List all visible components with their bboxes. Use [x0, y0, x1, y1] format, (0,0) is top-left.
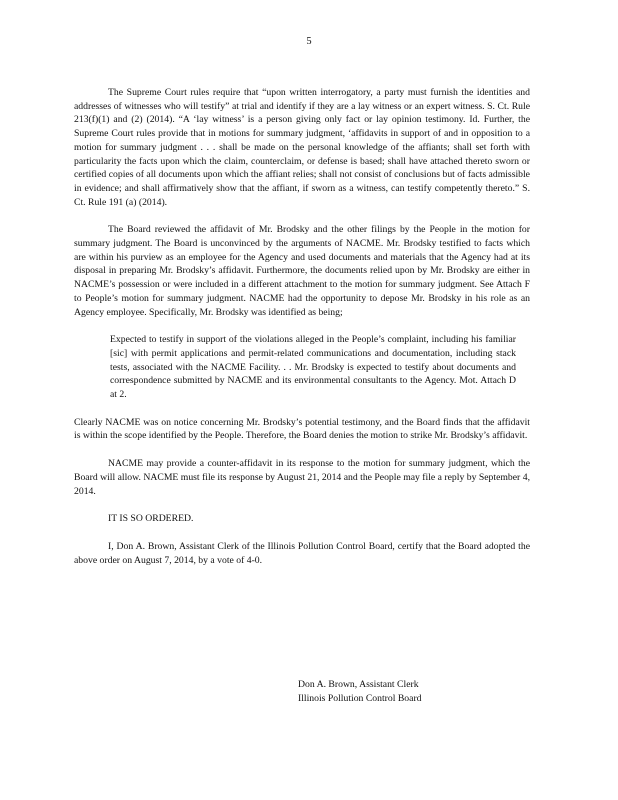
paragraph-notice: Clearly NACME was on notice concerning Mr. Brodsky’s potential testimony, and the Board finds that the affidavit is within the scope identified by the People. Therefore, the Board denies the motion to strike Mr. Brodsky’s affidavit.: [74, 416, 530, 442]
page-number: 5: [306, 36, 312, 47]
signature-block: [298, 678, 422, 705]
certification-paragraph: I, Don A. Brown, Assistant Clerk of the Illinois Pollution Control Board, certify that the Board adopted the above order on August 7, 2014, by a vote of 4-0.: [74, 540, 530, 566]
block-quote: Expected to testify in support of the violations alleged in the People’s complaint, including his familiar [sic] with permit applications and permit-related communications and documentation, including stack tests, associated with the NACME Facility. . . Mr. Brodsky is expected to testify about documents and correspondence submitted by NACME and its environmental consultants to the Agency. Mot. Attach D at 2.: [110, 334, 516, 401]
paragraph-supreme-court-rules: The Supreme Court rules require that “upon written interrogatory, a party must furnish the identities and addresses of witnesses who will testify” at trial and identify if they are a lay witness or an expert witness. S. Ct. Rule 213(f)(1) and (2) (2014). “A ‘lay witness’ is a person giving only fact or lay opinion testimony. Id. Further, the Supreme Court rules provide that in motions for summary judgment, ‘affidavits in support of and in opposition to a motion for summary judgment . . . shall be made on the personal knowledge of the affiants; shall set forth with particularity the facts upon which the claim, counterclaim, or defense is based; shall have attached thereto sworn or certified copies of all documents upon which the affiant relies; shall not consist of conclusions but of facts admissible in evidence; and shall affirmatively show that the affiant, if sworn as a witness, can testify competently thereto.” S. Ct. Rule 191 (a) (2014).: [74, 87, 530, 208]
paragraph-counter-affidavit: NACME may provide a counter-affidavit in its response to the motion for summary judgment, which the Board will allow. NACME must file its response by August 21, 2014 and the People may file a reply by September 4, 2014.: [74, 458, 530, 497]
signature-name-title: Don A. Brown, Assistant Clerk: [298, 679, 419, 690]
paragraph-board-review: The Board reviewed the affidavit of Mr. Brodsky and the other filings by the People in the motion for summary judgment. The Board is unconvinced by the arguments of NACME. Mr. Brodsky testified to facts which are within his purview as an employee for the Agency and used documents and materials that the Agency had at its disposal in preparing Mr. Brodsky’s affidavit. Furthermore, the documents relied upon by Mr. Brodsky are either in NACME’s possession or were included in a different attachment to the motion for summary judgment. See Attach F to People’s motion for summary judgment. NACME had the opportunity to depose Mr. Brodsky in his role as an Agency employee. Specifically, Mr. Brodsky was identified as being;: [74, 224, 530, 318]
ordered-statement: IT IS SO ORDERED.: [108, 513, 194, 525]
signature-organization: Illinois Pollution Control Board: [298, 692, 422, 704]
document-body: [74, 86, 530, 581]
